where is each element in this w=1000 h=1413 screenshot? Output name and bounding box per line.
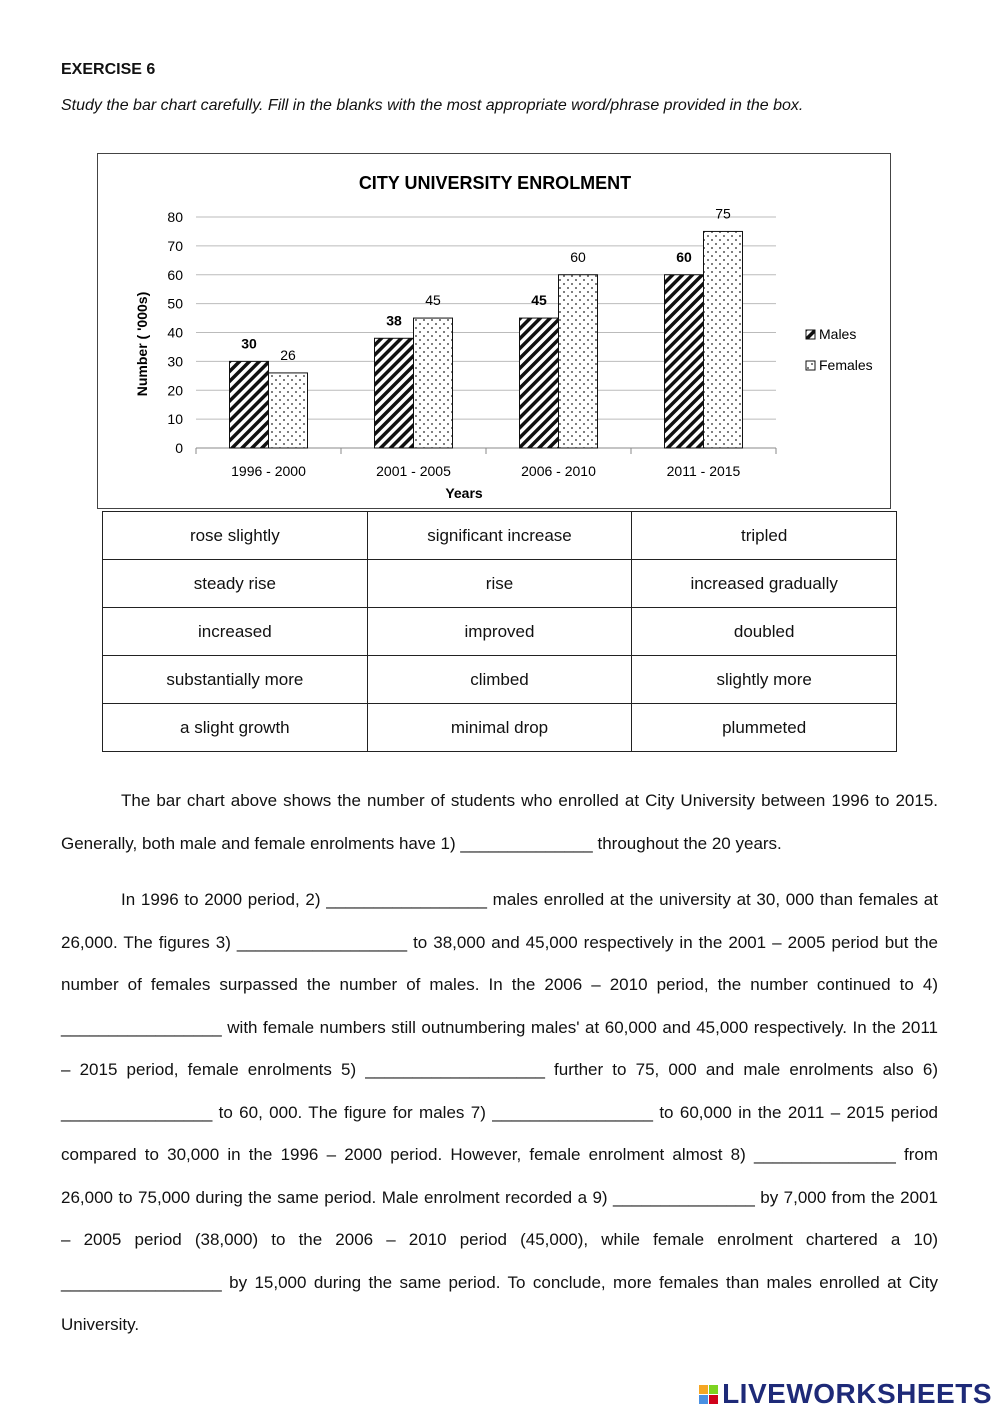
word-box-cell: rise: [367, 560, 632, 608]
word-box-cell: significant increase: [367, 512, 632, 560]
data-label: 60: [676, 248, 692, 265]
data-label: 45: [425, 292, 441, 309]
word-box-cell: rose slightly: [103, 512, 368, 560]
data-label: 60: [570, 248, 586, 265]
logo-icon: [699, 1385, 718, 1404]
x-tick-label: 2001 - 2005: [376, 463, 451, 479]
bar-chart: [97, 153, 891, 509]
chart-title: CITY UNIVERSITY ENROLMENT: [358, 173, 632, 193]
legend-label: Females: [819, 357, 873, 373]
legend-swatch-females: [806, 361, 815, 370]
bar-males: [520, 318, 559, 448]
word-box-row: [103, 560, 897, 608]
y-axis-label: Number ( '000s): [134, 291, 150, 397]
legend-label: Males: [819, 326, 857, 342]
data-label: 26: [280, 346, 296, 363]
word-box-row: [103, 608, 897, 656]
word-box-cell: steady rise: [103, 560, 368, 608]
logo-square: [709, 1395, 718, 1404]
passage-paragraph-1: [61, 780, 938, 865]
y-tick-label: 60: [167, 266, 183, 283]
bar-females: [704, 231, 743, 448]
y-tick-label: 30: [167, 353, 183, 370]
bar-females: [269, 373, 308, 448]
word-box-cell: doubled: [632, 608, 897, 656]
word-box-cell: climbed: [367, 656, 632, 704]
bar-males: [230, 361, 269, 448]
passage-paragraph-2: [61, 879, 938, 1347]
x-axis-label: Years: [445, 485, 483, 501]
bar-females: [414, 318, 453, 448]
paragraph-1-text: The bar chart above shows the number of students who enrolled at City University between 1996 to 2015. Generally, both male and female enrolments have 1) ______________ throughout the 20 years.: [61, 791, 938, 853]
bar-males: [665, 275, 704, 448]
x-tick-label: 2006 - 2010: [521, 463, 596, 479]
data-label: 38: [386, 312, 402, 329]
data-label: 45: [531, 292, 547, 309]
word-box-cell: substantially more: [103, 656, 368, 704]
paragraph-2-text: In 1996 to 2000 period, 2) _________________ males enrolled at the university at 30, 000 than females at 26,000. The figures 3) __________________ to 38,000 and 45,000 respectively in the 2001 – 2005 period but the number of females surpassed the number of males. In the 2006 – 2010 period, the number continued to 4) _________________ with female numbers still outnumbering males' at 60,000 and 45,000 respectively. In the 2011 – 2015 period, female enrolments 5) ___________________ further to 75, 000 and male enrolments also 6) ________________ to 60, 000. The figure for males 7) _________________ to 60,000 in the 2011 – 2015 period compared to 30,000 in the 1996 – 2000 period. However, female enrolment almost 8) _______________ from 26,000 to 75,000 during the same period. Male enrolment recorded a 9) _______________ by 7,000 from the 2001 – 2005 period (38,000) to the 2006 – 2010 period (45,000), while female enrolment chartered a 10) _________________ by 15,000 during the same period. To conclude, more females than males enrolled at City University.: [61, 890, 938, 1334]
y-tick-label: 0: [175, 440, 183, 456]
logo-text: LIVEWORKSHEETS: [722, 1378, 992, 1409]
logo-square: [699, 1385, 708, 1394]
word-box-cell: tripled: [632, 512, 897, 560]
word-box-row: [103, 512, 897, 560]
word-box-cell: plummeted: [632, 704, 897, 752]
y-tick-label: 40: [167, 324, 183, 341]
x-tick-label: 1996 - 2000: [231, 463, 306, 479]
word-box-row: [103, 656, 897, 704]
word-box-cell: increased gradually: [632, 560, 897, 608]
word-box-cell: improved: [367, 608, 632, 656]
word-box-cell: minimal drop: [367, 704, 632, 752]
legend-swatch-males: [806, 330, 815, 339]
liveworksheets-logo: [699, 1378, 992, 1410]
y-tick-label: 50: [167, 295, 183, 312]
chart-canvas: [98, 154, 892, 510]
bar-females: [559, 275, 598, 448]
word-box-cell: slightly more: [632, 656, 897, 704]
exercise-title: EXERCISE 6: [61, 61, 156, 78]
logo-square: [709, 1385, 718, 1394]
word-box-cell: increased: [103, 608, 368, 656]
word-box-table: [102, 511, 897, 752]
data-label: 75: [715, 205, 731, 222]
data-label: 30: [241, 335, 257, 352]
y-tick-label: 10: [167, 411, 183, 428]
logo-square: [699, 1395, 708, 1404]
instruction-text: Study the bar chart carefully. Fill in the blanks with the most appropriate word/phrase provided in the box.: [61, 97, 804, 114]
y-tick-label: 70: [167, 237, 183, 254]
word-box-cell: a slight growth: [103, 704, 368, 752]
x-tick-label: 2011 - 2015: [666, 463, 741, 479]
word-box-row: [103, 704, 897, 752]
y-tick-label: 80: [167, 209, 183, 225]
y-tick-label: 20: [167, 382, 183, 399]
bar-males: [375, 338, 414, 448]
